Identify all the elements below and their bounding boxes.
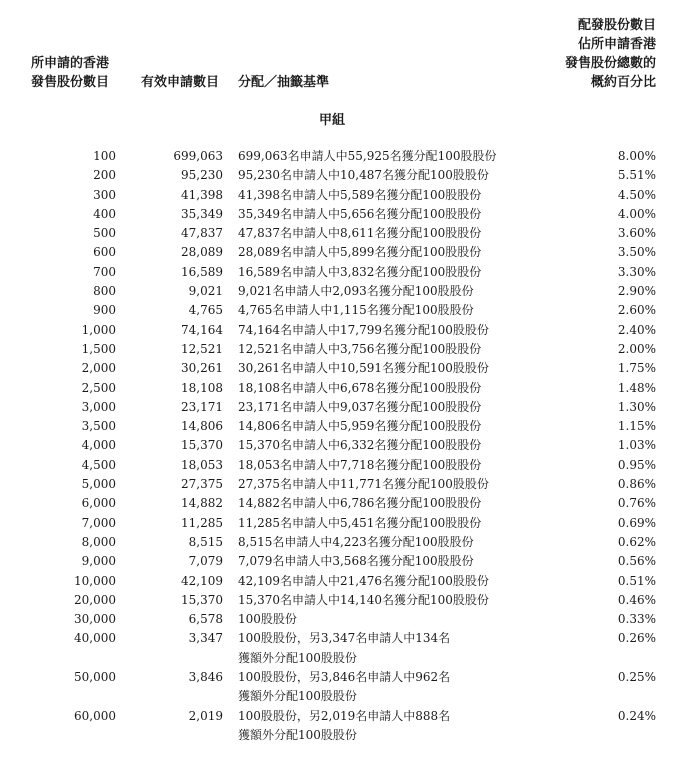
table-row	[0, 263, 684, 282]
percentage-cell: 2.60%	[617, 303, 656, 318]
percentage-cell: 3.30%	[617, 264, 656, 279]
shares-applied-cell: 4,500	[81, 457, 116, 472]
valid-applications-cell: 6,578	[188, 612, 223, 627]
allocation-table	[0, 147, 684, 745]
basis-of-allocation-cell: 42,109名申請人中21,476名獲分配100股股份	[238, 573, 489, 588]
valid-applications-cell: 7,079	[188, 554, 223, 569]
table-row	[0, 398, 684, 417]
table-row	[0, 514, 684, 533]
basis-of-allocation-cell: 14,806名申請人中5,959名獲分配100股股份	[238, 419, 482, 434]
basis-of-allocation-cell: 699,063名申請人中55,925名獲分配100股股份	[238, 149, 497, 163]
percentage-cell: 0.86%	[617, 477, 656, 492]
valid-applications-cell: 47,837	[181, 226, 223, 241]
percentage-cell: 0.56%	[617, 554, 656, 569]
basis-of-allocation-cell: 12,521名申請人中3,756名獲分配100股股份	[238, 341, 482, 356]
basis-of-allocation-cell: 4,765名申請人中1,115名獲分配100股股份	[238, 303, 474, 318]
basis-of-allocation-cell: 95,230名申請人中10,487名獲分配100股股份	[238, 168, 489, 183]
basis-of-allocation-cell: 18,108名申請人中6,678名獲分配100股股份	[238, 380, 482, 395]
shares-applied-cell: 2,500	[81, 380, 116, 395]
basis-of-allocation-cell: 30,261名申請人中10,591名獲分配100股股份	[238, 361, 489, 376]
valid-applications-cell: 16,589	[181, 264, 223, 279]
percentage-cell: 8.00%	[617, 149, 656, 163]
shares-applied-cell: 300	[93, 187, 116, 202]
basis-of-allocation-cell: 16,589名申請人中3,832名獲分配100股股份	[238, 264, 482, 279]
table-row	[0, 417, 684, 436]
table-row	[0, 243, 684, 262]
shares-applied-cell: 10,000	[74, 573, 116, 588]
valid-applications-cell: 28,089	[181, 245, 223, 260]
valid-applications-cell: 699,063	[173, 149, 223, 163]
shares-applied-cell: 4,000	[81, 438, 116, 453]
table-row	[0, 572, 684, 591]
shares-applied-cell: 6,000	[81, 496, 116, 511]
table-row	[0, 436, 684, 455]
valid-applications-cell: 74,164	[181, 322, 223, 337]
shares-applied-cell: 400	[93, 206, 116, 221]
table-row	[0, 591, 684, 610]
percentage-cell: 0.33%	[617, 612, 656, 627]
percentage-cell: 4.50%	[617, 187, 656, 202]
percentage-cell: 1.03%	[617, 438, 656, 453]
percentage-cell: 1.75%	[617, 361, 656, 376]
shares-applied-cell: 50,000	[74, 670, 116, 685]
valid-applications-cell: 11,285	[181, 515, 223, 530]
table-row	[0, 494, 684, 513]
valid-applications-cell: 42,109	[181, 573, 223, 588]
shares-applied-cell: 200	[93, 168, 116, 183]
percentage-cell: 0.69%	[617, 515, 656, 530]
shares-applied-cell: 800	[93, 284, 116, 299]
table-row	[0, 552, 684, 571]
valid-applications-cell: 95,230	[181, 168, 223, 183]
table-row	[0, 340, 684, 359]
valid-applications-cell: 15,370	[181, 438, 223, 453]
valid-applications-cell: 14,882	[181, 496, 223, 511]
table-row	[0, 379, 684, 398]
valid-applications-cell: 23,171	[181, 399, 223, 414]
shares-applied-cell: 20,000	[74, 592, 116, 607]
shares-applied-cell: 3,000	[81, 399, 116, 414]
table-row	[0, 359, 684, 378]
table-row	[0, 321, 684, 340]
shares-applied-cell: 7,000	[81, 515, 116, 530]
basis-of-allocation-cell: 100股股份，另3,846名申請人中962名 獲額外分配100股股份	[238, 670, 451, 704]
table-row	[0, 610, 684, 629]
header-basis-of-allocation: 分配／抽籤基準	[238, 75, 330, 90]
shares-applied-cell: 900	[93, 303, 116, 318]
table-row	[0, 186, 684, 205]
basis-of-allocation-cell: 41,398名申請人中5,589名獲分配100股股份	[238, 187, 482, 202]
percentage-cell: 4.00%	[617, 206, 656, 221]
percentage-cell: 0.95%	[617, 457, 656, 472]
percentage-cell: 1.15%	[617, 419, 656, 434]
basis-of-allocation-cell: 8,515名申請人中4,223名獲分配100股股份	[238, 534, 474, 549]
basis-of-allocation-cell: 9,021名申請人中2,093名獲分配100股股份	[238, 284, 474, 299]
percentage-cell: 1.30%	[617, 399, 656, 414]
percentage-cell: 0.25%	[617, 670, 656, 685]
header-approximate-percentage: 配發股份數目 佔所申請香港 發售股份總數的 概約百分比	[564, 18, 656, 90]
header-valid-applications: 有效申請數目	[141, 75, 220, 90]
shares-applied-cell: 9,000	[81, 554, 116, 569]
table-row	[0, 533, 684, 552]
percentage-cell: 3.50%	[617, 245, 656, 260]
percentage-cell: 0.76%	[617, 496, 656, 511]
shares-applied-cell: 100	[93, 149, 116, 163]
valid-applications-cell: 41,398	[181, 187, 223, 202]
valid-applications-cell: 30,261	[181, 361, 223, 376]
percentage-cell: 0.24%	[617, 708, 656, 723]
shares-applied-cell: 2,000	[81, 361, 116, 376]
shares-applied-cell: 1,000	[81, 322, 116, 337]
basis-of-allocation-cell: 27,375名申請人中11,771名獲分配100股股份	[238, 477, 489, 492]
percentage-cell: 0.62%	[617, 534, 656, 549]
table-row	[0, 456, 684, 475]
valid-applications-cell: 35,349	[181, 206, 223, 221]
valid-applications-cell: 18,108	[181, 380, 223, 395]
percentage-cell: 2.90%	[617, 284, 656, 299]
basis-of-allocation-cell: 15,370名申請人中6,332名獲分配100股股份	[238, 438, 482, 453]
valid-applications-cell: 14,806	[181, 419, 223, 434]
percentage-cell: 3.60%	[617, 226, 656, 241]
valid-applications-cell: 9,021	[188, 284, 223, 299]
basis-of-allocation-cell: 15,370名申請人中14,140名獲分配100股股份	[238, 592, 489, 607]
shares-applied-cell: 500	[93, 226, 116, 241]
shares-applied-cell: 5,000	[81, 477, 116, 492]
group-title: 甲組	[319, 113, 346, 128]
table-row	[0, 301, 684, 320]
shares-applied-cell: 600	[93, 245, 116, 260]
valid-applications-cell: 8,515	[188, 534, 223, 549]
table-row	[0, 475, 684, 494]
valid-applications-cell: 3,347	[188, 631, 223, 646]
basis-of-allocation-cell: 100股股份	[238, 612, 297, 627]
valid-applications-cell: 12,521	[181, 341, 223, 356]
table-row	[0, 668, 684, 707]
percentage-cell: 0.26%	[617, 631, 656, 646]
basis-of-allocation-cell: 35,349名申請人中5,656名獲分配100股股份	[238, 206, 482, 221]
table-row	[0, 147, 684, 166]
shares-applied-cell: 30,000	[74, 612, 116, 627]
valid-applications-cell: 15,370	[181, 592, 223, 607]
basis-of-allocation-cell: 14,882名申請人中6,786名獲分配100股股份	[238, 496, 482, 511]
basis-of-allocation-cell: 100股股份，另3,347名申請人中134名 獲額外分配100股股份	[238, 631, 451, 665]
shares-applied-cell: 700	[93, 264, 116, 279]
header-shares-applied: 所申請的香港 發售股份數目	[31, 56, 110, 90]
percentage-cell: 2.00%	[617, 341, 656, 356]
table-row	[0, 282, 684, 301]
table-row	[0, 166, 684, 185]
shares-applied-cell: 8,000	[81, 534, 116, 549]
percentage-cell: 1.48%	[617, 380, 656, 395]
shares-applied-cell: 3,500	[81, 419, 116, 434]
percentage-cell: 2.40%	[617, 322, 656, 337]
table-row	[0, 707, 684, 746]
basis-of-allocation-cell: 100股股份，另2,019名申請人中888名 獲額外分配100股股份	[238, 708, 451, 742]
basis-of-allocation-cell: 28,089名申請人中5,899名獲分配100股股份	[238, 245, 482, 260]
valid-applications-cell: 18,053	[181, 457, 223, 472]
basis-of-allocation-cell: 11,285名申請人中5,451名獲分配100股股份	[238, 515, 482, 530]
basis-of-allocation-cell: 7,079名申請人中3,568名獲分配100股股份	[238, 554, 474, 569]
valid-applications-cell: 4,765	[188, 303, 223, 318]
table-row	[0, 205, 684, 224]
basis-of-allocation-cell: 18,053名申請人中7,718名獲分配100股股份	[238, 457, 482, 472]
percentage-cell: 5.51%	[617, 168, 656, 183]
valid-applications-cell: 2,019	[188, 708, 223, 723]
table-row	[0, 629, 684, 668]
table-row	[0, 224, 684, 243]
percentage-cell: 0.46%	[617, 592, 656, 607]
basis-of-allocation-cell: 74,164名申請人中17,799名獲分配100股股份	[238, 322, 489, 337]
shares-applied-cell: 40,000	[74, 631, 116, 646]
basis-of-allocation-cell: 23,171名申請人中9,037名獲分配100股股份	[238, 399, 482, 414]
basis-of-allocation-cell: 47,837名申請人中8,611名獲分配100股股份	[238, 226, 482, 241]
shares-applied-cell: 60,000	[74, 708, 116, 723]
percentage-cell: 0.51%	[617, 573, 656, 588]
valid-applications-cell: 3,846	[188, 670, 223, 685]
shares-applied-cell: 1,500	[81, 341, 116, 356]
valid-applications-cell: 27,375	[181, 477, 223, 492]
